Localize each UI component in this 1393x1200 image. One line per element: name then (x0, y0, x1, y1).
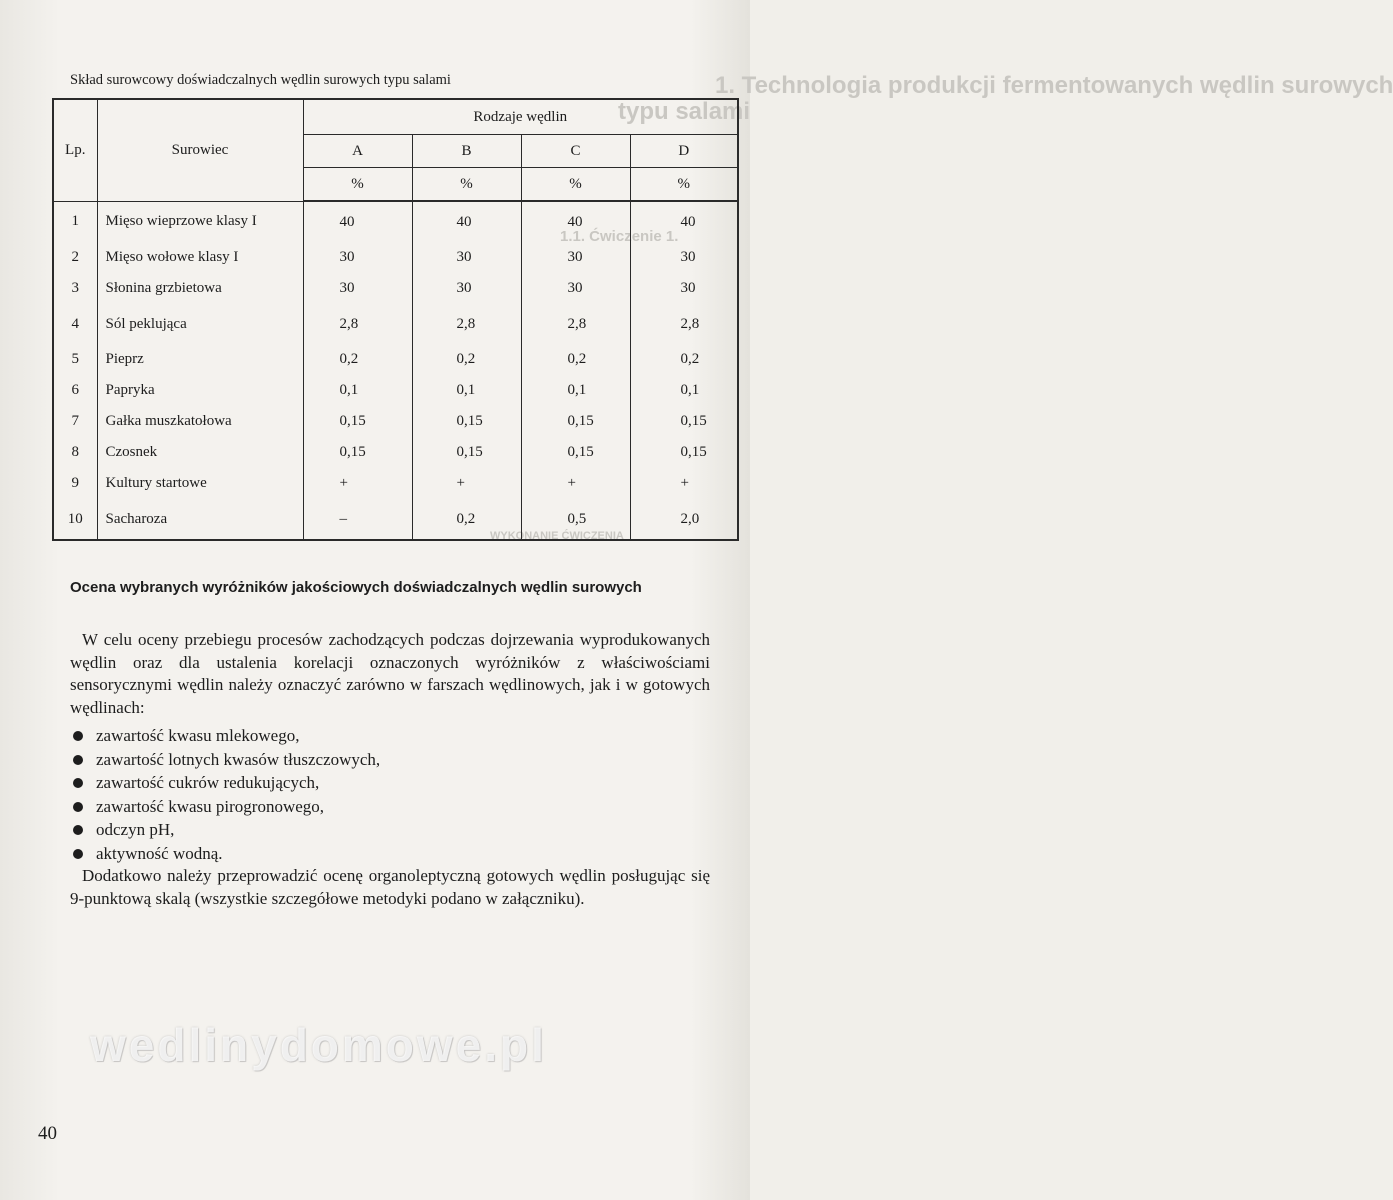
row-value-b: 40 (412, 201, 521, 242)
list-item (70, 842, 380, 866)
row-ingredient: Sacharoza (97, 499, 303, 540)
row-value-b: 0,15 (412, 406, 521, 437)
header-unit-a: % (303, 168, 412, 202)
row-lp: 3 (53, 273, 97, 304)
row-value-b: 30 (412, 242, 521, 273)
list-item-text: aktywność wodną. (96, 843, 223, 863)
ingredients-table (52, 98, 739, 541)
row-value-b: 0,15 (412, 437, 521, 468)
row-value-b: 0,2 (412, 499, 521, 540)
table-row (53, 375, 738, 406)
row-ingredient: Słonina grzbietowa (97, 273, 303, 304)
row-ingredient: Mięso wieprzowe klasy I (97, 201, 303, 242)
row-ingredient: Mięso wołowe klasy I (97, 242, 303, 273)
bullet-icon (73, 778, 83, 788)
header-type-a: A (303, 135, 412, 168)
list-item (70, 818, 380, 842)
list-item-text: zawartość lotnych kwasów tłuszczowych, (96, 749, 381, 769)
row-value-c: 30 (521, 242, 630, 273)
page-number: 40 (38, 1123, 57, 1144)
header-type-d: D (630, 135, 738, 168)
row-value-a: – (303, 499, 412, 540)
row-value-d: 2,8 (630, 304, 738, 344)
table-row (53, 406, 738, 437)
paragraph-intro: W celu oceny przebiegu procesów zachodzących podczas dojrzewania wyprodukowanych wędlin oraz dla ustalenia korelacji oznaczonych wyróżników z właściwościami sensorycznymi wędlin należy oznaczyć zarówno w farszach wędlinowych, jak i w gotowych wędlinach: (70, 630, 710, 717)
row-value-d: 40 (630, 201, 738, 242)
bullet-icon (73, 802, 83, 812)
row-ingredient: Gałka muszkatołowa (97, 406, 303, 437)
paragraph-additional: Dodatkowo należy przeprowadzić ocenę organoleptyczną gotowych wędlin posługując się 9-punktową skalą (wszystkie szczegółowe metodyki podano w załączniku). (70, 866, 710, 908)
row-value-d: 0,2 (630, 344, 738, 375)
row-value-d: + (630, 468, 738, 499)
row-value-d: 0,15 (630, 406, 738, 437)
row-value-c: 0,2 (521, 344, 630, 375)
bullet-list (70, 724, 380, 865)
row-ingredient: Sól peklująca (97, 304, 303, 344)
list-item (70, 771, 380, 795)
table-caption: Skład surowcowy doświadczalnych wędlin surowych typu salami (70, 72, 451, 88)
table-row (53, 468, 738, 499)
table-row (53, 304, 738, 344)
bleed-through-section: WYKONANIE ĆWICZENIA (490, 530, 624, 542)
bullet-icon (73, 825, 83, 835)
list-item-text: zawartość kwasu mlekowego, (96, 726, 300, 745)
header-unit-d: % (630, 168, 738, 202)
row-value-a: 30 (303, 273, 412, 304)
header-type-b: B (412, 135, 521, 168)
header-rodzaje: Rodzaje wędlin (303, 99, 738, 135)
bullet-icon (73, 731, 83, 741)
row-ingredient: Pieprz (97, 344, 303, 375)
list-item-text: zawartość cukrów redukujących, (96, 773, 320, 792)
row-lp: 2 (53, 242, 97, 273)
row-value-b: 0,1 (412, 375, 521, 406)
header-unit-c: % (521, 168, 630, 202)
header-unit-b: % (412, 168, 521, 202)
row-value-a: + (303, 468, 412, 499)
row-value-d: 30 (630, 242, 738, 273)
bleed-through-exercise: 1.1. Ćwiczenie 1. (560, 228, 679, 245)
list-item-text: odczyn pH, (96, 820, 175, 839)
row-value-d: 2,0 (630, 499, 738, 540)
row-lp: 6 (53, 375, 97, 406)
row-value-b: 30 (412, 273, 521, 304)
row-value-a: 0,2 (303, 344, 412, 375)
row-value-a: 0,15 (303, 437, 412, 468)
bleed-through-heading: 1. Technologia produkcji fermentowanych wędlin surowych (715, 72, 1393, 99)
row-value-d: 0,1 (630, 375, 738, 406)
bleed-through-subheading: typu salami (618, 98, 751, 125)
header-row-group (53, 99, 738, 135)
row-value-a: 30 (303, 242, 412, 273)
row-value-a: 0,15 (303, 406, 412, 437)
watermark-logo: wedlinydomowe.pl (90, 1019, 547, 1071)
header-surowiec: Surowiec (97, 99, 303, 201)
list-item (70, 724, 380, 748)
row-lp: 1 (53, 201, 97, 242)
row-lp: 5 (53, 344, 97, 375)
row-value-c: + (521, 468, 630, 499)
row-lp: 8 (53, 437, 97, 468)
list-item-text: zawartość kwasu pirogronowego, (96, 796, 325, 816)
row-value-b: + (412, 468, 521, 499)
header-type-c: C (521, 135, 630, 168)
row-value-c: 0,15 (521, 437, 630, 468)
table-row (53, 344, 738, 375)
table-row (53, 499, 738, 540)
row-ingredient: Czosnek (97, 437, 303, 468)
row-value-c: 40 (521, 201, 630, 242)
row-lp: 4 (53, 304, 97, 344)
row-value-c: 0,15 (521, 406, 630, 437)
bullet-icon (73, 755, 83, 765)
table-row (53, 273, 738, 304)
row-ingredient: Kultury startowe (97, 468, 303, 499)
row-lp: 10 (53, 499, 97, 540)
row-value-a: 2,8 (303, 304, 412, 344)
row-lp: 9 (53, 468, 97, 499)
section-heading: Ocena wybranych wyróżników jakościowych doświadczalnych wędlin surowych (70, 579, 642, 596)
list-item (70, 795, 380, 819)
table-row (53, 201, 738, 242)
row-value-d: 30 (630, 273, 738, 304)
bullet-icon (73, 849, 83, 859)
row-value-a: 0,1 (303, 375, 412, 406)
row-value-b: 2,8 (412, 304, 521, 344)
header-lp: Lp. (53, 99, 97, 201)
row-ingredient: Papryka (97, 375, 303, 406)
row-value-d: 0,15 (630, 437, 738, 468)
table-row (53, 242, 738, 273)
table-row (53, 437, 738, 468)
row-value-a: 40 (303, 201, 412, 242)
list-item (70, 748, 380, 772)
row-value-c: 30 (521, 273, 630, 304)
row-lp: 7 (53, 406, 97, 437)
row-value-c: 2,8 (521, 304, 630, 344)
row-value-c: 0,1 (521, 375, 630, 406)
row-value-b: 0,2 (412, 344, 521, 375)
row-value-c: 0,5 (521, 499, 630, 540)
